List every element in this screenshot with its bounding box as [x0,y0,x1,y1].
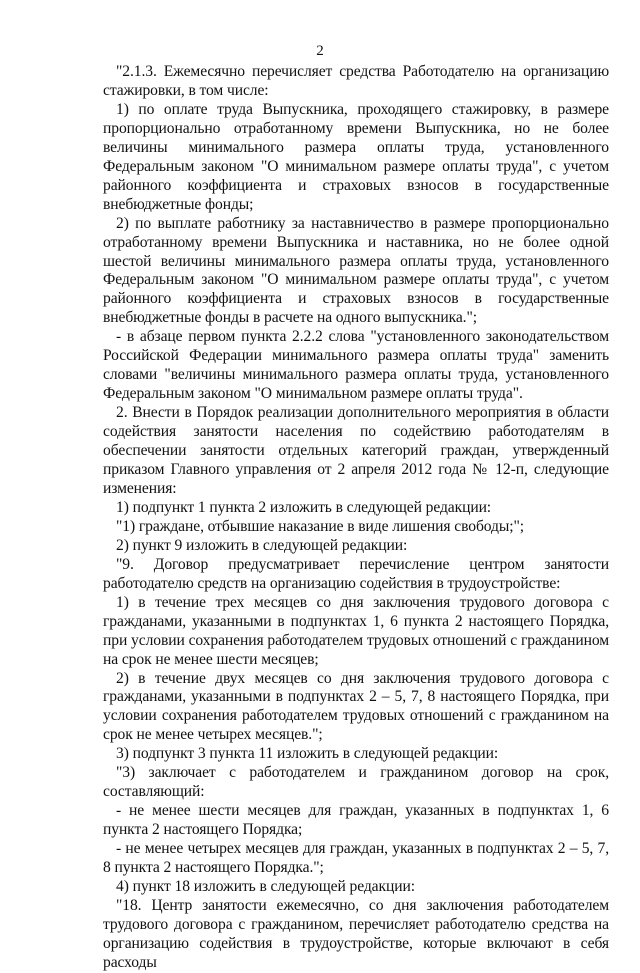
paragraph-point-18: 4) пункт 18 изложить в следующей редакции: [116,877,415,895]
paragraph-section-2-changes: 2. Внести в Порядок реализации дополнительного мероприятия в области содействия занятости населения по содействию работодателям в обеспечении занятости отдельных категорий граждан, утвержденный приказом Главного управления от 2 апреля 2012 года № 12-п, следующие изменения: [103,404,609,497]
paragraph-quote-citizens: "1) граждане, отбывшие наказание в виде лишения свободы;"; [116,517,524,535]
paragraph-two-months: 2) в течение двух месяцев со дня заключения трудового договора с гражданами, указанными в подпунктах 2 – 5, 7, 8 настоящего Порядка, при условии сохранения работодателем трудовых отношений с гражданином на срок не менее четырех месяцев."; [103,669,609,744]
paragraph-subitem-1-point-2: 1) подпункт 1 пункта 2 изложить в следующей редакции: [116,498,492,516]
paragraph-item-2-mentorship: 2) по выплате работнику за наставничество в размере пропорционально отработанному времени Выпускника и наставника, но не более одной шестой величины минимального размера оплаты труда, установленного Федеральным законом "О минимальном размере оплаты труда", с учетом районного коэффициента и страховых взносов в государственные внебюджетные фонды в расчете на одного выпускника."; [103,214,609,327]
paragraph-three-months: 1) в течение трех месяцев со дня заключения трудового договора с гражданами, указанными в подпунктах 1, 6 пункта 2 настоящего Порядка, при условии сохранения работодателем трудовых отношений с гражданином на срок не менее шести месяцев; [103,593,609,668]
paragraph-employment-center-monthly: "18. Центр занятости ежемесячно, со дня заключения работодателем трудового договора с гражданином, перечисляет работодателю средства на организацию содействия в трудоустройстве, которые включают в себя расходы [103,896,609,971]
paragraph-contract-term: "3) заключает с работодателем и гражданином договор на срок, составляющий: [103,764,609,801]
paragraph-2-1-3: "2.1.3. Ежемесячно перечисляет средства Работодателю на организацию стажировки, в том числе: [103,63,609,99]
paragraph-six-months: - не менее шести месяцев для граждан, указанных в подпунктах 1, 6 пункта 2 настоящего Порядка; [103,802,609,839]
document-body [103,63,609,973]
paragraph-contract-provides: "9. Договор предусматривает перечисление центром занятости работодателю средств на организацию содействия в трудоустройстве: [103,555,609,592]
paragraph-point-9: 2) пункт 9 изложить в следующей редакции: [116,536,408,554]
page-number: 2 [316,43,324,59]
paragraph-amendment-2-2-2: - в абзаце первом пункта 2.2.2 слова "установленного законодательством Российской Федерации минимального размера оплаты труда" заменить словами "величины минимального размера оплаты труда, установленного Федеральным законом "О минимальном размере оплаты труда". [103,328,609,403]
paragraph-subitem-3-point-11: 3) подпункт 3 пункта 11 изложить в следующей редакции: [116,745,499,763]
paragraph-four-months: - не менее четырех месяцев для граждан, указанных в подпунктах 2 – 5, 7, 8 пункта 2 настоящего Порядка."; [103,840,609,877]
paragraph-item-1-labor-payment: 1) по оплате труда Выпускника, проходящего стажировку, в размере пропорционально отработанному времени Выпускника, но не более величины минимального размера оплаты труда, установленного Федеральным законом "О минимальном размере оплаты труда", с учетом районного коэффициента и страховых взносов в государственные внебюджетные фонды; [103,100,609,213]
